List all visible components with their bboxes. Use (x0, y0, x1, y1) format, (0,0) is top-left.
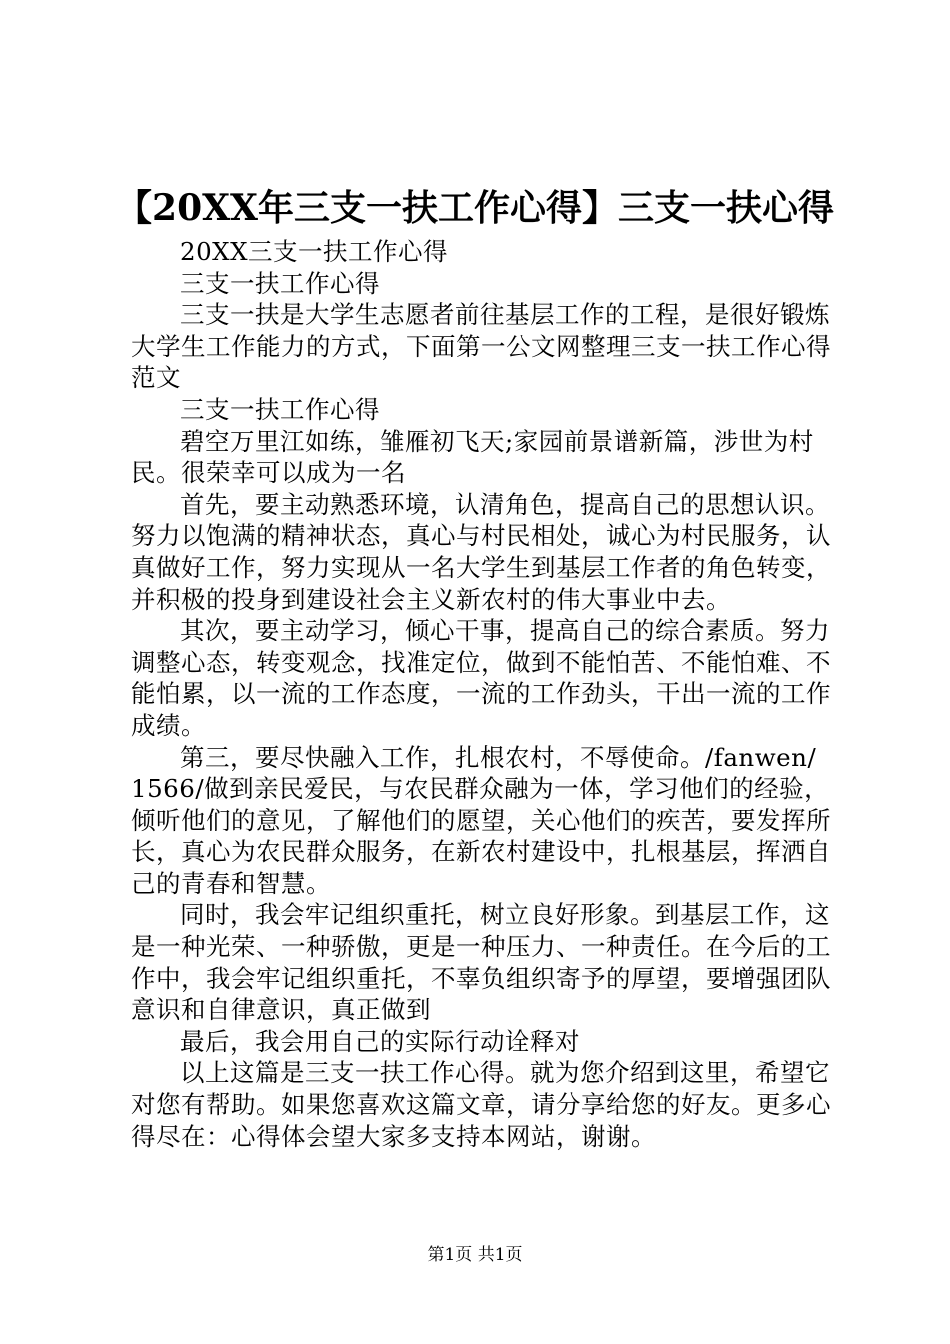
paragraph-third: 第三，要尽快融入工作，扎根农村，不辱使命。/fanwen/1566/做到亲民爱民，与农民群众融为一体，学习他们的经验，倾听他们的意见，了解他们的愿望，关心他们的疾苦，要发挥所长，真心为农民群众服务，在新农村建设中，扎根基层，挥洒自己的青春和智慧。 (131, 742, 831, 898)
page-footer: 第1页 共1页 (427, 1245, 523, 1265)
paragraph-first: 首先，要主动熟悉环境，认清角色，提高自己的思想认识。努力以饱满的精神状态，真心与村民相处，诚心为村民服务，认真做好工作，努力实现从一名大学生到基层工作者的角色转变，并积极的投身到建设社会主义新农村的伟大事业中去。 (131, 489, 831, 614)
paragraph-opening: 碧空万里江如练，雏雁初飞天;家园前景谱新篇，涉世为村民。很荣幸可以成为一名 (131, 426, 814, 488)
paragraph-heading-3: 三支一扶工作心得 (180, 394, 380, 424)
paragraph-heading-2: 三支一扶工作心得 (180, 268, 380, 298)
paragraph-meanwhile: 同时，我会牢记组织重托，树立良好形象。到基层工作，这是一种光荣、一种骄傲，更是一种压力、一种责任。在今后的工作中，我会牢记组织重托，不辜负组织寄予的厚望，要增强团队意识和自律意识，真正做到 (131, 900, 831, 1025)
paragraph-intro: 三支一扶是大学生志愿者前往基层工作的工程，是很好锻炼大学生工作能力的方式，下面第一公文网整理三支一扶工作心得范文 (131, 300, 831, 393)
paragraph-heading-1: 20XX三支一扶工作心得 (180, 237, 449, 266)
paragraph-closing: 以上这篇是三支一扶工作心得。就为您介绍到这里，希望它对您有帮助。如果您喜欢这篇文章，请分享给您的好友。更多心得尽在：心得体会望大家多支持本网站，谢谢。 (131, 1058, 831, 1151)
paragraph-second: 其次，要主动学习，倾心干事，提高自己的综合素质。努力调整心态，转变观念，找准定位，做到不能怕苦、不能怕难、不能怕累，以一流的工作态度，一流的工作劲头，干出一流的工作成绩。 (131, 616, 831, 740)
document-title: 【20XX年三支一扶工作心得】三支一扶心得 (116, 187, 834, 229)
paragraph-finally: 最后，我会用自己的实际行动诠释对 (180, 1026, 580, 1056)
document-body (131, 236, 831, 1152)
